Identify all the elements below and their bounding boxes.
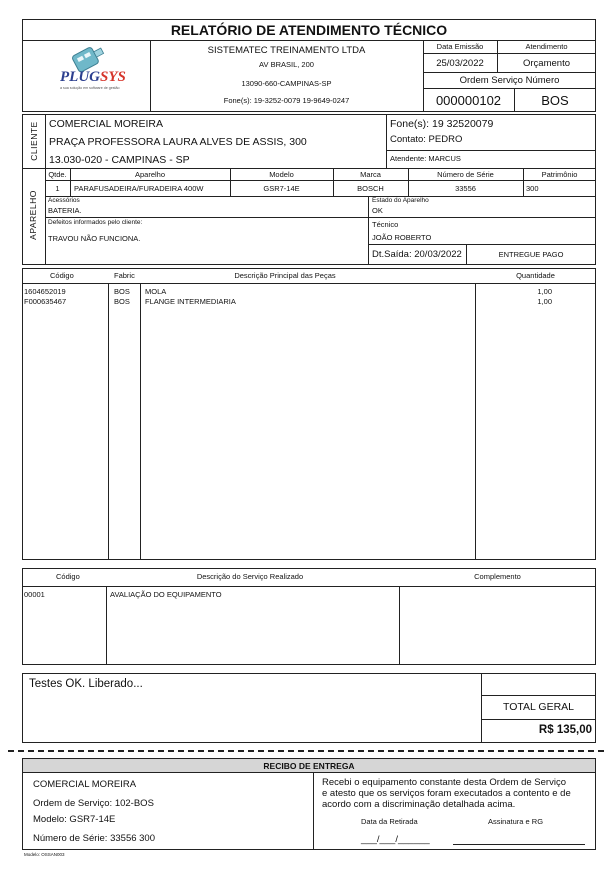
- notes-text: Testes OK. Liberado...: [29, 678, 143, 690]
- divider: [423, 53, 596, 54]
- issue-date-label: Data Emissão: [436, 42, 484, 51]
- state-value: OK: [372, 206, 383, 215]
- device-header-serial: Número de Série: [437, 170, 494, 179]
- plugsys-logo: [55, 45, 135, 93]
- device-brand: BOSCH: [357, 184, 384, 193]
- receipt-model: Modelo: GSR7-14E: [33, 814, 116, 825]
- part-description: MOLA: [145, 287, 167, 296]
- total-label: TOTAL GERAL: [503, 701, 574, 713]
- receipt-client-name: COMERCIAL MOREIRA: [33, 779, 137, 790]
- divider: [423, 88, 596, 89]
- receipt-statement-line-3: acordo com a discriminação detalhada acima.: [322, 799, 516, 810]
- divider: [386, 114, 387, 169]
- order-suffix: BOS: [541, 93, 569, 108]
- accessories-value: BATERIA.: [48, 206, 82, 215]
- device-model: GSR7-14E: [263, 184, 300, 193]
- service-label: Atendimento: [525, 42, 568, 51]
- client-address: PRAÇA PROFESSORA LAURA ALVES DE ASSIS, 300: [49, 136, 307, 148]
- divider: [423, 72, 596, 73]
- divider: [386, 150, 596, 151]
- divider: [45, 180, 596, 181]
- parts-header-qty: Quantidade: [516, 271, 555, 280]
- parts-header-description: Descrição Principal das Peças: [234, 271, 336, 280]
- services-header-complement: Complemento: [474, 572, 521, 581]
- part-maker: BOS: [114, 297, 130, 306]
- delivery-status: ENTREGUE PAGO: [498, 250, 564, 259]
- divider: [475, 283, 476, 560]
- parts-header-code: Código: [50, 271, 74, 280]
- company-phones: Fone(s): 19-3252-0079 19-9649-0247: [223, 96, 350, 105]
- divider: [140, 283, 141, 560]
- company-name: SISTEMATEC TREINAMENTO LTDA: [207, 45, 366, 56]
- client-section-label: CLIENTE: [29, 121, 39, 161]
- technician-value: JOÃO ROBERTO: [372, 233, 432, 242]
- receipt-serial: Número de Série: 33556 300: [33, 833, 155, 844]
- divider: [481, 719, 596, 720]
- divider: [313, 773, 314, 850]
- part-qty: 1,00: [537, 297, 552, 306]
- device-section-label: APARELHO: [28, 190, 38, 240]
- divider: [368, 244, 596, 245]
- device-qty: 1: [55, 184, 60, 193]
- part-description: FLANGE INTERMEDIARIA: [145, 297, 236, 306]
- divider: [45, 114, 46, 169]
- part-qty: 1,00: [537, 287, 552, 296]
- issue-date: 25/03/2022: [436, 58, 484, 69]
- divider: [399, 586, 400, 665]
- client-contact: Contato: PEDRO: [390, 134, 463, 145]
- divider: [45, 217, 596, 218]
- pickup-date-label: Data da Retirada: [361, 817, 418, 826]
- order-label: Ordem Serviço Número: [459, 75, 560, 86]
- signature-line: [453, 844, 585, 845]
- device-header-model: Modelo: [269, 170, 294, 179]
- svg-text:a sua solução em software de g: a sua solução em software de gestão: [60, 86, 120, 90]
- defects-value: TRAVOU NÃO FUNCIONA.: [48, 234, 141, 243]
- state-label: Estado do Aparelho: [372, 197, 429, 204]
- footer-model: Modelo: OSSAN003: [24, 852, 65, 857]
- service-code: 00001: [24, 590, 45, 599]
- device-header-qty: Qtde.: [48, 170, 67, 179]
- defects-label: Defeitos informados pelo cliente:: [48, 219, 143, 226]
- cut-line: [8, 750, 604, 752]
- parts-header-maker: Fabric: [114, 271, 135, 280]
- client-city: 13.030-020 - CAMPINAS - SP: [49, 154, 190, 166]
- services-table: [22, 568, 596, 665]
- order-number: 000000102: [435, 93, 502, 108]
- client-name: COMERCIAL MOREIRA: [49, 118, 163, 130]
- receipt-order: Ordem de Serviço: 102-BOS: [33, 798, 154, 809]
- divider: [108, 283, 109, 560]
- client-phone: Fone(s): 19 32520079: [390, 118, 494, 130]
- divider: [106, 586, 107, 665]
- service-description: AVALIAÇÃO DO EQUIPAMENTO: [110, 590, 222, 599]
- signature-label: Assinatura e RG: [488, 817, 544, 826]
- device-name: PARAFUSADEIRA/FURADEIRA 400W: [74, 184, 204, 193]
- divider: [45, 196, 596, 197]
- part-maker: BOS: [114, 287, 130, 296]
- svg-text:SYS: SYS: [100, 69, 126, 85]
- device-patrimony: 300: [526, 184, 539, 193]
- receipt-statement-line-2: e atesto que os serviços foram executados a contento e de: [322, 788, 571, 799]
- company-city: 13090-660-CAMPINAS-SP: [241, 79, 332, 88]
- company-address: AV BRASIL, 200: [259, 60, 314, 69]
- device-header-brand: Marca: [360, 170, 381, 179]
- services-header-description: Descrição do Serviço Realizado: [196, 572, 304, 581]
- exit-date: Dt.Saída: 20/03/2022: [372, 249, 462, 260]
- total-value: R$ 135,00: [538, 724, 592, 736]
- svg-text:PLUG: PLUG: [60, 69, 100, 85]
- accessories-label: Acessórios: [48, 197, 80, 204]
- device-header-patrimony: Patrimônio: [541, 170, 578, 179]
- client-attendant: Atendente: MARCUS: [390, 154, 461, 163]
- part-code: 1604652019: [24, 287, 66, 296]
- receipt-title: RECIBO DE ENTREGA: [263, 761, 355, 771]
- device-serial: 33556: [455, 184, 476, 193]
- receipt-statement-line-1: Recebi o equipamento constante desta Ordem de Serviço: [322, 777, 566, 788]
- divider: [22, 586, 596, 587]
- part-code: F000635467: [24, 297, 67, 306]
- technician-label: Técnico: [372, 220, 399, 229]
- device-header-device: Aparelho: [134, 170, 166, 179]
- services-header-code: Código: [56, 572, 80, 581]
- divider: [368, 196, 369, 265]
- report-title: RELATÓRIO DE ATENDIMENTO TÉCNICO: [170, 22, 448, 38]
- service-value: Orçamento: [523, 58, 570, 69]
- pickup-date-blank: ___/___/______: [361, 834, 430, 845]
- divider: [481, 695, 596, 696]
